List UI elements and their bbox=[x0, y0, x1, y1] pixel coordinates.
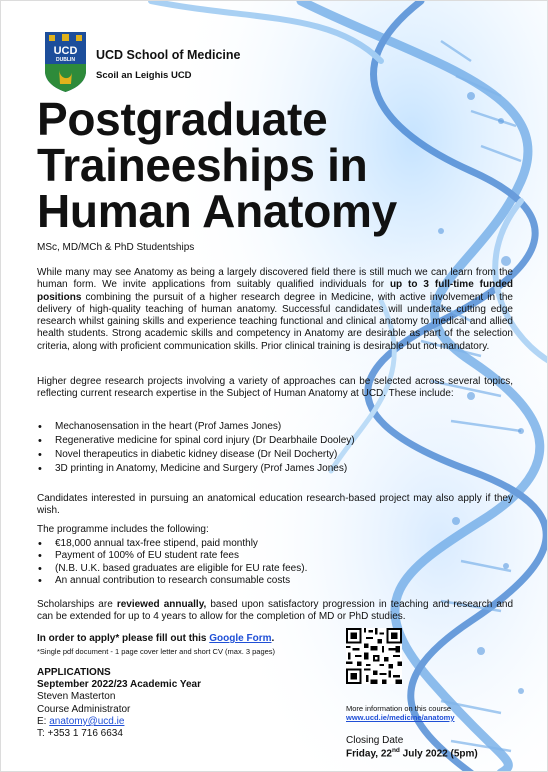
closing-day: Friday, 22 bbox=[346, 748, 392, 760]
list-item: • €18,000 annual tax-free stipend, paid monthly bbox=[37, 538, 507, 550]
education-paragraph: Candidates interested in pursuing an anatomical education research-based project may also apply if they wish. bbox=[37, 493, 513, 517]
scholarship-paragraph bbox=[37, 599, 513, 624]
subtitle: MSc, MD/MCh & PhD Studentships bbox=[37, 242, 195, 253]
more-info-label: More information on this course bbox=[346, 704, 452, 713]
email-label: E: bbox=[37, 715, 50, 727]
svg-text:DUBLIN: DUBLIN bbox=[56, 57, 75, 63]
intro-text-start: While many may see Anatomy as being a largely discovered field there is still much we can learn from the human form. We invite applications from suitably qualified individuals for bbox=[37, 267, 513, 291]
school-name: UCD School of Medicine bbox=[96, 48, 241, 62]
programme-list bbox=[37, 538, 507, 587]
closing-date-value bbox=[346, 747, 478, 759]
apply-text-end: . bbox=[271, 633, 275, 644]
svg-text:UCD: UCD bbox=[53, 45, 78, 57]
school-name-irish: Scoil an Leighis UCD bbox=[96, 70, 192, 81]
applications-contact bbox=[37, 667, 201, 740]
ucd-crest-logo bbox=[44, 31, 87, 93]
contact-name: Steven Masterton bbox=[37, 691, 116, 703]
scholarship-text-end: based upon satisfactory progression in teaching and research and can be extended for up to 4 years to allow for the completion of MD or PhD studies. bbox=[37, 599, 514, 623]
course-website-link[interactable]: www.ucd.ie/medicine/anatomy bbox=[346, 713, 455, 722]
programme-intro: The programme includes the following: bbox=[37, 524, 209, 535]
list-item: • Payment of 100% of EU student rate fees bbox=[37, 550, 507, 562]
contact-role: Course Administrator bbox=[37, 703, 131, 715]
academic-year: September 2022/23 Academic Year bbox=[37, 679, 201, 691]
qr-code[interactable] bbox=[346, 628, 402, 684]
intro-paragraph bbox=[37, 267, 513, 353]
list-item: • (N.B. U.K. based graduates are eligible for EU rate fees). bbox=[37, 563, 507, 575]
apply-note: *Single pdf document - 1 page cover letter and short CV (max. 3 pages) bbox=[37, 647, 276, 656]
list-item: • 3D printing in Anatomy, Medicine and Surgery (Prof James Jones) bbox=[37, 462, 507, 476]
title-line-3: Human Anatomy bbox=[37, 185, 397, 237]
reviewed-highlight: reviewed annually, bbox=[116, 599, 207, 610]
scholarship-text-start: Scholarships are bbox=[37, 599, 117, 610]
title-line-2: Traineeships in bbox=[37, 139, 368, 191]
title-line-1: Postgraduate bbox=[37, 93, 328, 145]
poster-content bbox=[1, 1, 548, 772]
contact-phone: T: +353 1 716 6634 bbox=[37, 728, 123, 740]
email-link[interactable]: anatomy@ucd.ie bbox=[49, 715, 125, 727]
contact-email-row bbox=[37, 716, 201, 728]
list-item: • An annual contribution to research consumable costs bbox=[37, 575, 507, 587]
list-item: • Mechanosensation in the heart (Prof James Jones) bbox=[37, 420, 507, 434]
project-list bbox=[37, 420, 507, 476]
apply-instruction bbox=[37, 633, 274, 644]
closing-date-label: Closing Date bbox=[346, 735, 404, 746]
applications-heading: APPLICATIONS bbox=[37, 667, 111, 678]
list-item: • Novel therapeutics in diabetic kidney disease (Dr Neil Docherty) bbox=[37, 448, 507, 462]
positions-highlight: up to 3 full-time funded positions bbox=[37, 279, 513, 303]
apply-text: In order to apply* please fill out this bbox=[37, 633, 210, 644]
closing-rest: July 2022 (5pm) bbox=[399, 748, 478, 760]
google-form-link[interactable]: Google Form bbox=[209, 633, 272, 644]
research-paragraph: Higher degree research projects involving a variety of approaches can be selected across several topics, reflecting current research expertise in the Subject of Human Anatomy at UCD. These include: bbox=[37, 376, 513, 400]
closing-ordinal: nd bbox=[391, 747, 400, 754]
poster-title bbox=[37, 93, 397, 237]
intro-text-end: combining the pursuit of a higher research degree in Medicine, with active involvement in the delivery of high-quality teaching of human anatomy. Successful candidates will undertake cutting edge research whilst gaining skills and experience teaching functional and clinical anatomy to medical and allied health students. Strong academic skills and competency in Anatomy are desirable as part of the selection criteria, along with proficient communication skills. Prior clinical training is desirable but not mandatory. bbox=[37, 291, 513, 352]
list-item: • Regenerative medicine for spinal cord injury (Dr Dearbhaile Dooley) bbox=[37, 434, 507, 448]
